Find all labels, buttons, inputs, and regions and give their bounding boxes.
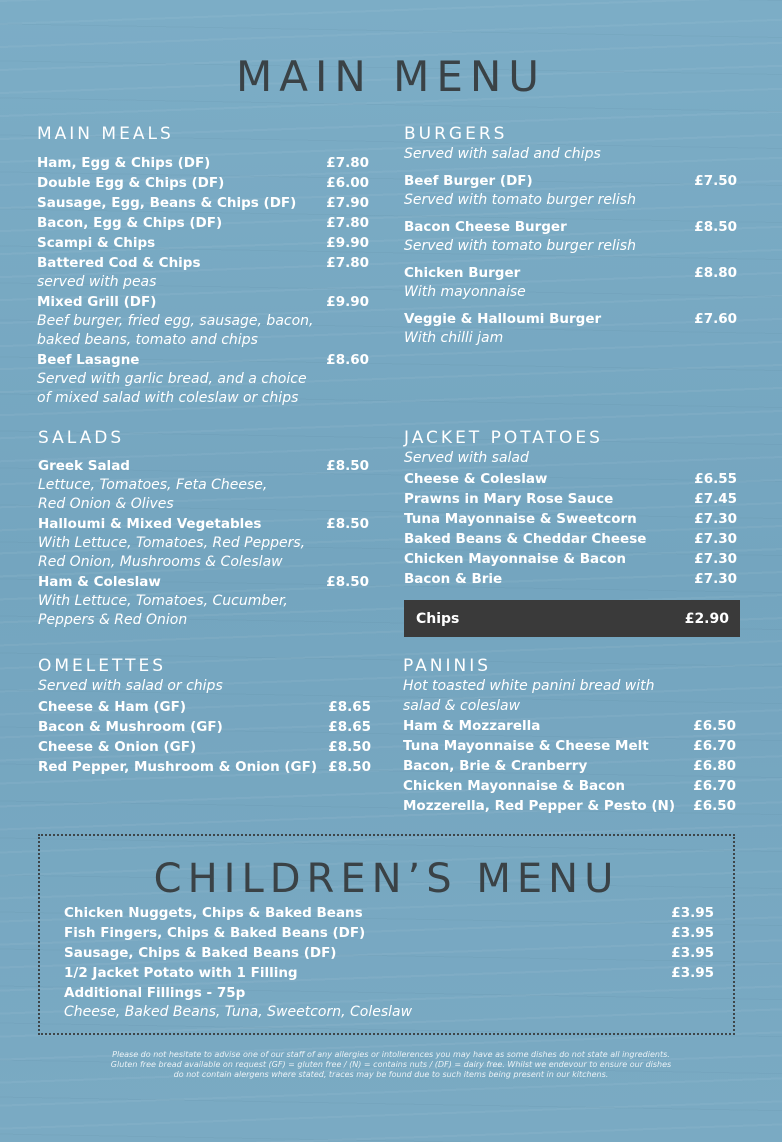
item-description: served with peas — [37, 274, 157, 290]
item-name: Ham & Mozzarella — [403, 718, 541, 734]
menu-item — [404, 549, 737, 569]
childrens-menu-box — [38, 834, 735, 1035]
menu-item — [37, 253, 369, 273]
item-name: Baked Beans & Cheddar Cheese — [404, 530, 647, 547]
item-price: £3.95 — [671, 925, 714, 941]
item-name: Greek Salad — [38, 458, 130, 474]
childrens-menu-title: CHILDREN’S MENU — [153, 856, 620, 902]
menu-item — [64, 923, 714, 943]
jacket-potatoes-section — [404, 427, 737, 589]
item-name: Fish Fingers, Chips & Baked Beans (DF) — [64, 925, 366, 941]
menu-item — [403, 736, 736, 756]
item-name: Scampi & Chips — [37, 235, 156, 251]
item-price: £6.70 — [693, 738, 736, 754]
item-description: baked beans, tomato and chips — [37, 332, 258, 348]
item-description: Red Onion & Olives — [38, 496, 174, 512]
item-name: Additional Fillings - 75p — [64, 985, 246, 1001]
menu-item — [64, 903, 714, 923]
main-meals-section — [37, 123, 369, 408]
item-name: Battered Cod & Chips — [37, 255, 201, 271]
item-description: Served with garlic bread, and a choice — [37, 371, 307, 387]
item-name: Bacon & Mushroom (GF) — [38, 718, 223, 735]
jacket-potatoes-heading: JACKET POTATOES — [404, 428, 603, 448]
item-price: £7.30 — [694, 550, 737, 567]
item-name: Chicken Mayonnaise & Bacon — [404, 550, 627, 567]
menu-item — [404, 529, 737, 549]
footer-line: Please do not hesitate to advise one of our staff of any allergies or intollerences you may have as some dishes do not state all ingredients. — [112, 1050, 670, 1059]
item-name: Cheese & Coleslaw — [404, 470, 548, 487]
item-price: £7.30 — [694, 510, 737, 527]
item-price: £7.80 — [326, 215, 369, 231]
item-price: £8.50 — [328, 738, 371, 755]
item-name: Tuna Mayonnaise & Cheese Melt — [403, 738, 649, 754]
menu-item — [38, 572, 369, 592]
menu-item — [38, 514, 369, 534]
menu-item — [37, 350, 369, 370]
paninis-section — [403, 655, 736, 816]
item-name: Sausage, Chips & Baked Beans (DF) — [64, 945, 337, 961]
item-price: £6.50 — [693, 798, 736, 814]
item-name: Beef Burger (DF) — [404, 172, 533, 189]
menu-item — [38, 697, 371, 717]
jacket-potatoes-subtitle: Served with salad — [404, 450, 529, 466]
chips-label: Chips — [416, 610, 460, 627]
item-name: Red Pepper, Mushroom & Onion (GF) — [38, 758, 318, 775]
additional-fillings — [64, 983, 714, 1003]
item-price: £6.70 — [693, 778, 736, 794]
salads-heading: SALADS — [38, 428, 125, 448]
item-price: £7.30 — [694, 570, 737, 587]
menu-item — [404, 569, 737, 589]
menu-item — [404, 263, 737, 283]
item-name: Double Egg & Chips (DF) — [37, 175, 225, 191]
item-name: 1/2 Jacket Potato with 1 Filling — [64, 965, 298, 981]
item-price: £8.50 — [326, 574, 369, 590]
footer-line: Gluten free bread available on request (GF) = gluten free / (N) = contains nuts / (DF) = dairy free. Whilst we endevour to ensure our dishes — [110, 1060, 672, 1069]
menu-item — [38, 717, 371, 737]
item-name: Mozzerella, Red Pepper & Pesto (N) — [403, 798, 676, 814]
item-description: With Lettuce, Tomatoes, Cucumber, — [38, 593, 288, 609]
item-price: £6.55 — [694, 470, 737, 487]
item-name: Bacon, Egg & Chips (DF) — [37, 215, 223, 231]
burgers-subtitle: Served with salad and chips — [404, 146, 601, 162]
item-name: Beef Lasagne — [37, 352, 140, 368]
paninis-heading: PANINIS — [403, 656, 492, 676]
item-price: £7.90 — [326, 195, 369, 211]
menu-item — [38, 456, 369, 476]
menu-item — [64, 943, 714, 963]
menu-item — [37, 213, 369, 233]
childrens-menu-list — [64, 903, 714, 1022]
item-price: £8.60 — [326, 352, 369, 368]
item-name: Sausage, Egg, Beans & Chips (DF) — [37, 195, 297, 211]
additional-fillings-list: Cheese, Baked Beans, Tuna, Sweetcorn, Coleslaw — [64, 1004, 413, 1020]
item-name: Ham & Coleslaw — [38, 574, 161, 590]
item-price: £3.95 — [671, 905, 714, 921]
item-price: £8.65 — [328, 698, 371, 715]
menu-item — [64, 963, 714, 983]
main-meals-heading: MAIN MEALS — [37, 124, 174, 144]
page-title: MAIN MENU — [235, 52, 547, 101]
item-name: Bacon, Brie & Cranberry — [403, 758, 588, 774]
menu-item — [404, 489, 737, 509]
menu-item — [37, 292, 369, 312]
item-price: £8.50 — [326, 516, 369, 532]
item-price: £3.95 — [671, 965, 714, 981]
item-price: £7.45 — [694, 490, 737, 507]
item-name: Veggie & Halloumi Burger — [404, 310, 602, 327]
item-name: Mixed Grill (DF) — [37, 294, 157, 310]
item-name: Ham, Egg & Chips (DF) — [37, 155, 211, 171]
item-price: £6.80 — [693, 758, 736, 774]
item-name: Bacon & Brie — [404, 570, 503, 587]
omelettes-section — [38, 655, 371, 777]
item-price: £6.50 — [693, 718, 736, 734]
item-price: £9.90 — [326, 235, 369, 251]
chips-banner — [404, 600, 740, 637]
menu-item — [403, 796, 736, 816]
item-name: Tuna Mayonnaise & Sweetcorn — [404, 510, 637, 527]
item-name: Chicken Mayonnaise & Bacon — [403, 778, 626, 794]
menu-item — [404, 309, 737, 329]
item-price: £7.80 — [326, 155, 369, 171]
item-price: £3.95 — [671, 945, 714, 961]
menu-item — [37, 173, 369, 193]
menu-item — [404, 171, 737, 191]
item-description: Peppers & Red Onion — [38, 612, 188, 628]
menu-item — [37, 193, 369, 213]
menu-item — [37, 153, 369, 173]
item-description: Red Onion, Mushrooms & Coleslaw — [38, 554, 283, 570]
item-price: £9.90 — [326, 294, 369, 310]
omelettes-subtitle: Served with salad or chips — [38, 678, 223, 694]
item-price: £7.50 — [694, 172, 737, 189]
item-name: Prawns in Mary Rose Sauce — [404, 490, 614, 507]
menu-item — [404, 469, 737, 489]
menu-item — [38, 737, 371, 757]
item-name: Halloumi & Mixed Vegetables — [38, 516, 262, 532]
item-description: With Lettuce, Tomatoes, Red Peppers, — [38, 535, 306, 551]
menu-item — [37, 233, 369, 253]
item-description: Served with tomato burger relish — [404, 191, 636, 208]
item-name: Bacon Cheese Burger — [404, 218, 567, 235]
menu-item — [403, 716, 736, 736]
item-description: With chilli jam — [404, 329, 504, 346]
item-name: Chicken Nuggets, Chips & Baked Beans — [64, 905, 363, 921]
burgers-section — [404, 123, 737, 348]
item-description: Served with tomato burger relish — [404, 237, 636, 254]
menu-item — [403, 776, 736, 796]
item-price: £7.80 — [326, 255, 369, 271]
item-description: With mayonnaise — [404, 283, 526, 300]
menu-item — [404, 509, 737, 529]
allergen-notice — [60, 1050, 722, 1080]
item-price: £6.00 — [326, 175, 369, 191]
salads-section — [38, 427, 369, 630]
item-description: of mixed salad with coleslaw or chips — [37, 390, 299, 406]
item-price: £8.65 — [328, 718, 371, 735]
item-name: Cheese & Ham (GF) — [38, 698, 187, 715]
burgers-heading: BURGERS — [404, 124, 508, 144]
item-description: Beef burger, fried egg, sausage, bacon, — [37, 313, 314, 329]
item-price: £7.30 — [694, 530, 737, 547]
menu-item — [403, 756, 736, 776]
item-name: Chicken Burger — [404, 264, 521, 281]
item-description: Lettuce, Tomatoes, Feta Cheese, — [38, 477, 268, 493]
footer-line: do not contain alergens where stated, traces may be found due to such items being present in our kitchens. — [173, 1070, 609, 1079]
item-price: £8.50 — [326, 458, 369, 474]
item-price: £8.50 — [694, 218, 737, 235]
item-price: £8.50 — [328, 758, 371, 775]
item-price: £8.80 — [694, 264, 737, 281]
chips-price: £2.90 — [684, 610, 729, 627]
omelettes-heading: OMELETTES — [38, 656, 167, 676]
menu-item — [38, 757, 371, 777]
item-name: Cheese & Onion (GF) — [38, 738, 197, 755]
item-price: £7.60 — [694, 310, 737, 327]
paninis-subtitle: Hot toasted white panini bread with — [403, 678, 655, 694]
menu-item — [404, 217, 737, 237]
paninis-subtitle: salad & coleslaw — [403, 697, 521, 714]
